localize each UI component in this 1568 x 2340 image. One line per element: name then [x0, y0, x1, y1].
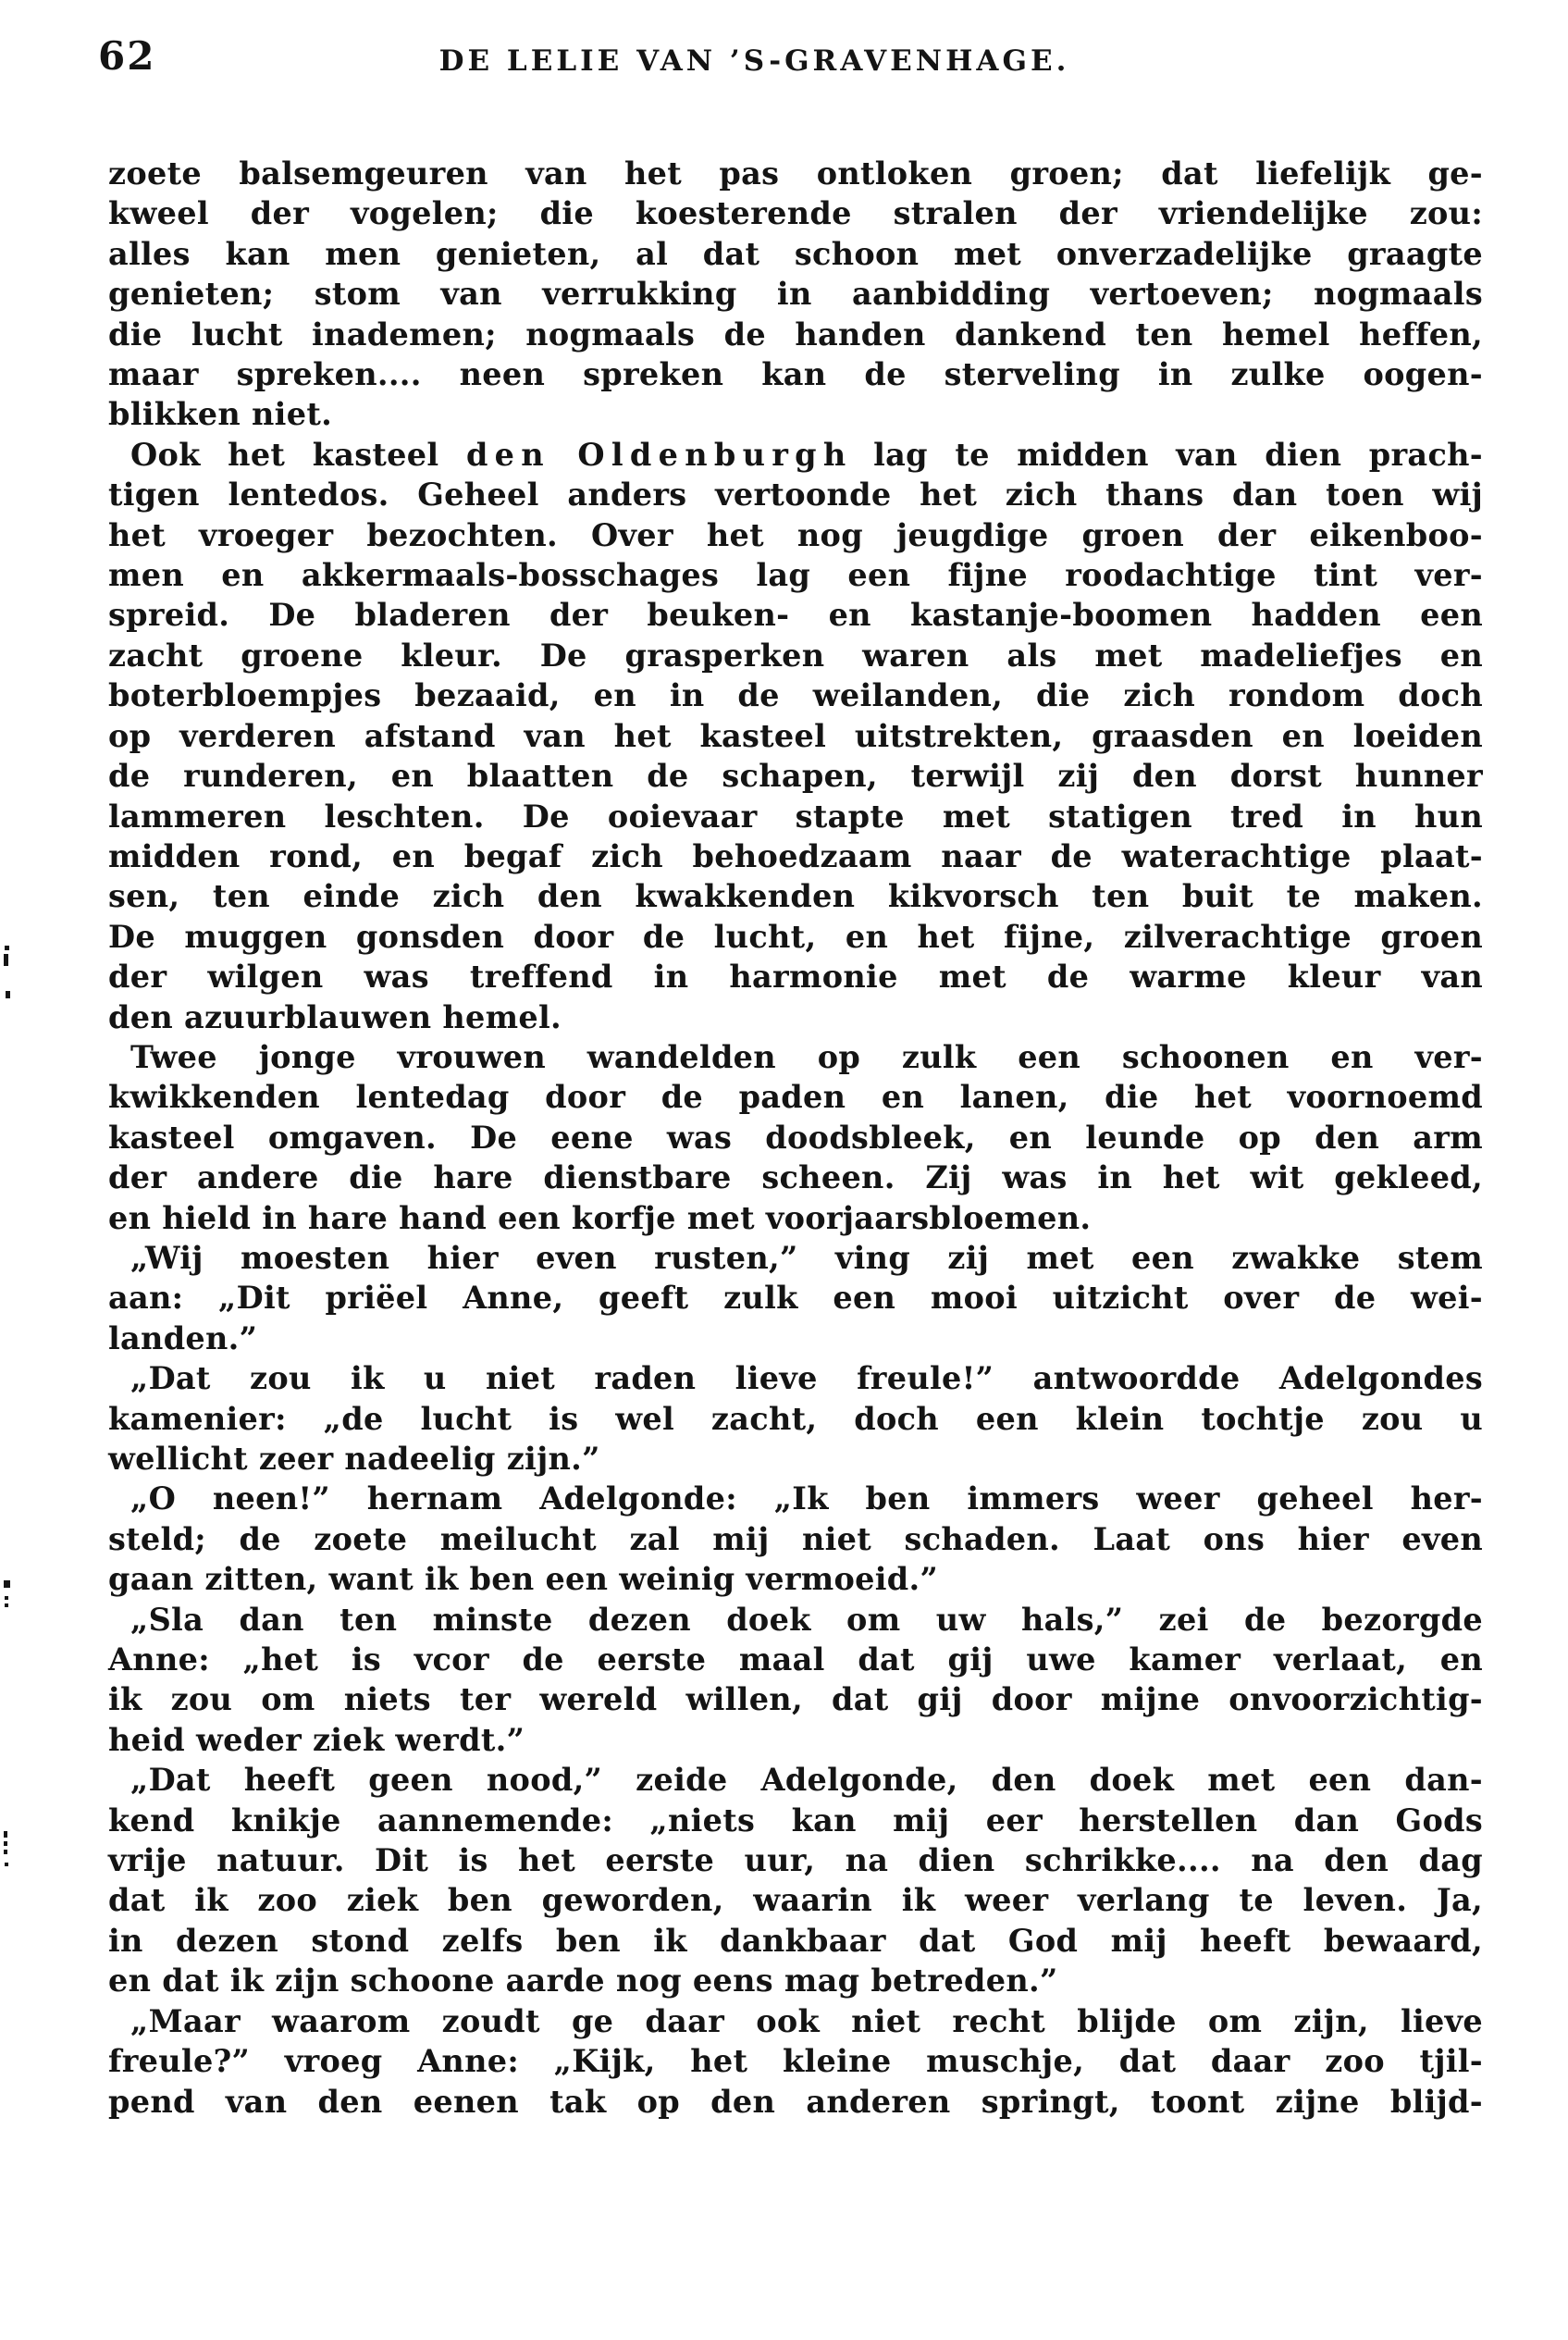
text-line: Anne: „het is vcor de eerste maal dat gij uwe kamer verlaat, en: [108, 1641, 1483, 1678]
text-line: vrije natuur. Dit is het eerste uur, na dien schrikke.... na den dag: [108, 1842, 1483, 1879]
text-line: op verderen afstand van het kasteel uitstrekten, graasden en loeiden: [108, 717, 1483, 754]
text-line: „Dat heeft geen nood,” zeide Adelgonde, den doek met een dan-: [130, 1762, 1483, 1799]
scan-speck: [5, 1596, 8, 1600]
text-line: spreid. De bladeren der beuken- en kastanje-boomen hadden een: [108, 597, 1483, 634]
text-line: dat ik zoo ziek ben geworden, waarin ik weer verlang te leven. Ja,: [108, 1882, 1483, 1919]
text-line: Ook het kasteel d e n O l d e n b u r g h lag te midden van dien prach-: [130, 436, 1483, 473]
text-line: en dat ik zijn schoone aarde nog eens mag betreden.”: [108, 1962, 1058, 2000]
scan-speck: [4, 1831, 7, 1838]
scan-speck: [4, 954, 8, 966]
text-line: sen, ten einde zich den kwakkenden kikvorsch ten buit te maken.: [108, 878, 1483, 915]
text-line: der wilgen was treffend in harmonie met de warme kleur van: [108, 959, 1483, 996]
text-line: De muggen gonsden door de lucht, en het fijne, zilverachtige groen: [108, 918, 1483, 955]
text-line: Twee jonge vrouwen wandelden op zulk een schoonen en ver-: [130, 1038, 1483, 1075]
text-line: wellicht zeer nadeelig zijn.”: [108, 1441, 600, 1477]
scan-speck: [4, 1850, 7, 1854]
scan-speck: [4, 1841, 7, 1846]
text-line: kend knikje aannemende: „niets kan mij eer herstellen dan Gods: [108, 1801, 1483, 1839]
scan-speck: [4, 1580, 10, 1588]
text-line: boterbloempjes bezaaid, en in de weilanden, die zich rondom doch: [108, 677, 1483, 714]
scan-speck: [6, 991, 10, 998]
text-line: ik zou om niets ter wereld willen, dat gij door mijne onvoorzichtig-: [108, 1681, 1483, 1718]
text-line: den azuurblauwen hemel.: [108, 998, 562, 1035]
text-line: midden rond, en begaf zich behoedzaam naar de waterachtige plaat-: [108, 837, 1483, 874]
text-line: „Wij moesten hier even rusten,” ving zij met een zwakke stem: [130, 1239, 1483, 1276]
running-title: DE LELIE VAN ’S-GRAVENHAGE.: [438, 44, 1070, 78]
text-line: steld; de zoete meilucht zal mij niet schaden. Laat ons hier even: [108, 1520, 1483, 1557]
text-line: zacht groene kleur. De grasperken waren als met madeliefjes en: [108, 637, 1483, 674]
text-line: genieten; stom van verrukking in aanbidding vertoeven; nogmaals: [108, 276, 1483, 313]
text-line: kasteel omgaven. De eene was doodsbleek, en leunde op den arm: [108, 1119, 1483, 1156]
text-line: het vroeger bezochten. Over het nog jeugdige groen der eikenboo-: [108, 516, 1483, 553]
text-line: „Maar waarom zoudt ge daar ook niet recht blijde om zijn, lieve: [130, 2002, 1483, 2039]
text-line: gaan zitten, want ik ben een weinig vermoeid.”: [108, 1561, 939, 1598]
text-line: „O neen!” hernam Adelgonde: „Ik ben immers weer geheel her-: [130, 1480, 1483, 1517]
scan-speck: [5, 1603, 8, 1607]
text-line: kweel der vogelen; die koesterende stralen der vriendelijke zou:: [108, 195, 1483, 232]
text-line: freule?” vroeg Anne: „Kijk, het kleine muschje, dat daar zoo tjil-: [108, 2043, 1483, 2080]
text-line: aan: „Dit priëel Anne, geeft zulk een mooi uitzicht over de wei-: [108, 1280, 1483, 1317]
text-line: kamenier: „de lucht is wel zacht, doch een klein tochtje zou u: [108, 1400, 1483, 1437]
text-line: die lucht inademen; nogmaals de handen dankend ten hemel heffen,: [108, 316, 1483, 353]
text-line: der andere die hare dienstbare scheen. Zij was in het wit gekleed,: [108, 1159, 1483, 1196]
scan-speck: [5, 1863, 8, 1866]
page-number: 62: [98, 33, 156, 79]
text-line: kwikkenden lentedag door de paden en lanen, die het voornoemd: [108, 1079, 1483, 1116]
text-line: „Dat zou ik u niet raden lieve freule!” antwoordde Adelgondes: [130, 1360, 1483, 1397]
body-text: [108, 154, 1483, 2122]
text-line: men en akkermaals-bosschages lag een fijne roodachtige tint ver-: [108, 557, 1483, 594]
scan-speck: [5, 946, 9, 950]
text-line: blikken niet.: [108, 396, 333, 433]
text-line: landen.”: [108, 1319, 258, 1356]
text-line: zoete balsemgeuren van het pas ontloken groen; dat liefelijk ge-: [108, 155, 1483, 192]
text-line: tigen lentedos. Geheel anders vertoonde het zich thans dan toen wij: [108, 477, 1483, 514]
text-line: lammeren leschten. De ooievaar stapte met statigen tred in hun: [108, 798, 1483, 835]
text-line: heid weder ziek werdt.”: [108, 1721, 525, 1758]
text-line: en hield in hare hand een korfje met voorjaarsbloemen.: [108, 1199, 1092, 1236]
text-line: de runderen, en blaatten de schapen, terwijl zij den dorst hunner: [108, 758, 1483, 795]
text-line: in dezen stond zelfs ben ik dankbaar dat God mij heeft bewaard,: [108, 1922, 1483, 1959]
text-line: alles kan men genieten, al dat schoon met onverzadelijke graagte: [108, 235, 1483, 272]
text-line: „Sla dan ten minste dezen doek om uw hals,” zei de bezorgde: [130, 1601, 1483, 1638]
text-line: maar spreken.... neen spreken kan de sterveling in zulke oogen-: [108, 356, 1483, 393]
text-line: pend van den eenen tak op den anderen springt, toont zijne blijd-: [108, 2083, 1483, 2120]
